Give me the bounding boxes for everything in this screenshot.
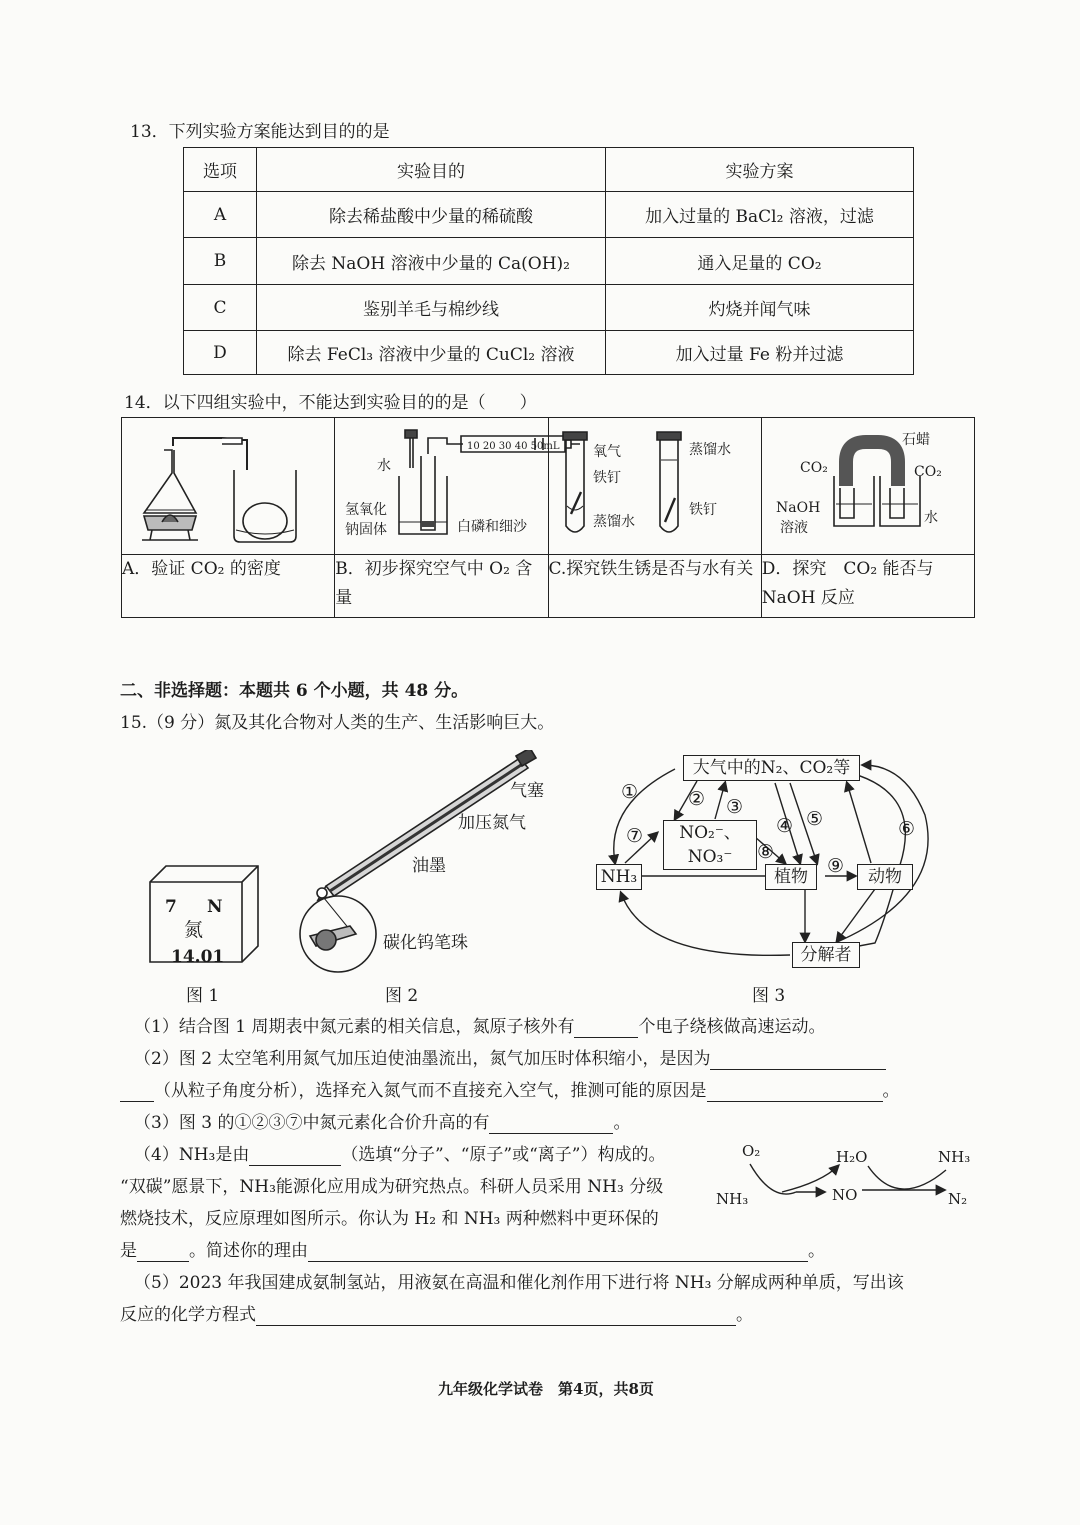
q15-part-4-line-2: “双碳”愿景下，NH₃能源化应用成为研究热点。科研人员采用 NH₃ 分级 [120,1177,664,1197]
atomic-mass: 14.01 [171,947,225,967]
step-7-label: ⑦ [626,825,644,847]
tungsten-carbide-ball-label: 碳化钨笔珠 [383,933,468,953]
q15-p4-text-f: 。简述你的理由 [189,1241,308,1261]
q13-plan: 通入足量的 CO₂ [606,238,914,285]
q15-p4-text-b: （选填“分子”、“原子”或“离子”）构成的。 [341,1145,666,1165]
q13-goal: 除去 NaOH 溶液中少量的 Ca(OH)₂ [257,238,606,285]
q14-figure-b [335,418,560,555]
q15-part-2-line-1 [134,1048,886,1070]
q13-header-plan: 实验方案 [606,148,914,192]
oxygen-label: 氧气 [592,444,621,460]
step-5-label: ⑤ [806,808,824,830]
step-9-label: ⑨ [827,855,845,877]
figure-3-caption: 图 3 [752,986,786,1006]
nitrite-nitrate-box: NO₂⁻、NO₃⁻ [663,820,757,870]
naoh-solution-label-2: 溶液 [779,520,808,536]
naoh-solid-label-2: 钠固体 [345,522,388,538]
q13-option: B [184,238,257,285]
scheme-n2: N₂ [948,1190,968,1208]
table-row [184,238,914,285]
q14-caption-c: C.探究铁生锈是否与水有关 [548,555,761,618]
q15-p2-text-a: （2）图 2 太空笔利用氮气加压迫使油墨流出，氮气加压时体积缩小，是因为 [134,1049,711,1069]
q14-figure-a [122,418,335,555]
animal-box: 动物 [857,864,913,890]
q15-p2-text-c: 。 [882,1081,900,1101]
q15-part-3 [134,1112,630,1134]
apparatus-d-illustration [762,418,962,549]
page-footer: 九年级化学试卷 第4页，共8页 [438,1380,654,1398]
q14-title: 14．以下四组实验中，不能达到实验目的的是（ ） [124,393,537,413]
step-4-label: ④ [776,815,794,837]
answer-blank[interactable] [489,1115,613,1134]
element-symbol: N [207,897,223,917]
q13-header-goal: 实验目的 [257,148,606,192]
q13-plan: 加入过量的 BaCl₂ 溶液，过滤 [606,192,914,238]
q14-figure-c [548,418,761,555]
water-label: 水 [923,510,938,526]
q13-option: A [184,192,257,238]
water-label: 水 [377,458,392,474]
naoh-solution-label-1: NaOH [775,500,821,516]
pressurized-nitrogen-label: 加压氮气 [458,813,526,833]
atmosphere-box: 大气中的N₂、CO₂等 [683,755,860,781]
q15-part-5-line-1: （5）2023 年我国建成氨制氢站，用液氨在高温和催化剂作用下进行将 NH₃ 分解成两种单质，写出该 [134,1273,904,1293]
q13-header-option: 选项 [184,148,257,192]
q14-table [121,417,975,618]
atomic-number: 7 [165,897,177,917]
answer-blank[interactable] [308,1243,808,1262]
q15-p3-text-a: （3）图 3 的①②③⑦中氮元素化合价升高的有 [134,1113,490,1133]
ammonia-box: NH₃ [596,864,642,890]
q15-part-1 [134,1016,825,1038]
scheme-o2: O₂ [742,1142,761,1160]
q15-p4-text-a: （4）NH₃是由 [134,1145,250,1165]
q15-part-4-line-3: 燃烧技术，反应原理如图所示。你认为 H₂ 和 NH₃ 两种燃料中更环保的 [120,1209,659,1229]
syringe-scale-label: 10 20 30 40 50mL [467,441,560,452]
q15-part-4-line-4 [120,1240,825,1262]
q14-caption-a: A．验证 CO₂ 的密度 [122,555,335,618]
q15-p3-text-b: 。 [613,1113,631,1133]
step-2-label: ② [688,788,706,810]
table-row [184,192,914,238]
ink-label: 油墨 [412,856,446,876]
phosphorus-sand-label: 白磷和细沙 [457,519,528,535]
answer-blank[interactable] [710,1051,886,1070]
step-1-label: ① [621,781,639,803]
air-plug-label: 气塞 [510,781,544,801]
q13-title: 13．下列实验方案能达到目的的是 [130,122,390,142]
q13-option: C [184,285,257,331]
step-3-label: ③ [726,796,744,818]
q13-table [183,147,914,375]
table-row [184,331,914,375]
nail-label-2: 铁钉 [688,502,717,518]
q15-p2-text-b: （从粒子角度分析），选择充入氮气而不直接充入空气，推测可能的原因是 [154,1081,707,1101]
scheme-no: NO [832,1186,858,1204]
scheme-h2o: H₂O [836,1148,868,1166]
q13-option: D [184,331,257,375]
answer-blank[interactable] [249,1147,341,1166]
table-row [184,285,914,331]
q15-p4-text-g: 。 [808,1241,825,1261]
step-8-label: ⑧ [757,841,775,863]
co2-left-label: CO₂ [799,460,828,476]
q13-plan: 加入过量 Fe 粉并过滤 [606,331,914,375]
q15-p5-text-c: 。 [736,1305,753,1325]
co2-right-label: CO₂ [913,464,942,480]
q15-p1-text-b: 个电子绕核做高速运动。 [638,1017,826,1037]
apparatus-a-illustration [122,418,312,549]
plant-box: 植物 [765,864,817,890]
q15-p1-text-a: （1）结合图 1 周期表中氮元素的相关信息，氮原子核外有 [134,1017,575,1037]
q15-p4-text-e: 是 [120,1241,137,1261]
q15-part-4-line-1 [134,1144,666,1166]
q14-caption-d: D．探究 CO₂ 能否与 NaOH 反应 [761,555,974,618]
answer-blank[interactable] [137,1243,189,1262]
q15-p5-text-b: 反应的化学方程式 [120,1305,256,1325]
paraffin-label: 石蜡 [901,432,930,448]
apparatus-c-illustration [549,418,757,549]
q14-figure-d [761,418,974,555]
q14-caption-b: B．初步探究空气中 O₂ 含量 [335,555,548,618]
distilled-water-label-1: 蒸馏水 [592,514,635,530]
decomposer-box: 分解者 [792,942,860,968]
q13-goal: 鉴别羊毛与棉纱线 [257,285,606,331]
scheme-nh3-top: NH₃ [938,1148,971,1166]
figure-1-caption: 图 1 [186,986,220,1006]
element-name: 氮 [184,919,204,941]
answer-blank[interactable] [707,1083,883,1102]
q15-title: 15.（9 分）氮及其化合物对人类的生产、生活影响巨大。 [120,713,555,733]
answer-blank[interactable] [256,1307,736,1326]
ammonia-combustion-scheme [712,1140,982,1220]
answer-blank[interactable] [120,1083,154,1102]
q15-part-5-line-2 [120,1304,753,1326]
q15-part-2-line-2 [120,1080,900,1102]
answer-blank[interactable] [574,1019,638,1038]
nail-label-1: 铁钉 [592,470,621,486]
q13-goal: 除去 FeCl₃ 溶液中少量的 CuCl₂ 溶液 [257,331,606,375]
section-2-heading: 二、非选择题：本题共 6 个小题，共 48 分。 [120,681,469,701]
naoh-solid-label-1: 氢氧化 [345,502,388,518]
q13-plan: 灼烧并闻气味 [606,285,914,331]
scheme-nh3-left: NH₃ [716,1190,749,1208]
q13-goal: 除去稀盐酸中少量的稀硫酸 [257,192,606,238]
figure-2-caption: 图 2 [385,986,419,1006]
distilled-water-label-2: 蒸馏水 [688,442,731,458]
step-6-label: ⑥ [898,818,916,840]
